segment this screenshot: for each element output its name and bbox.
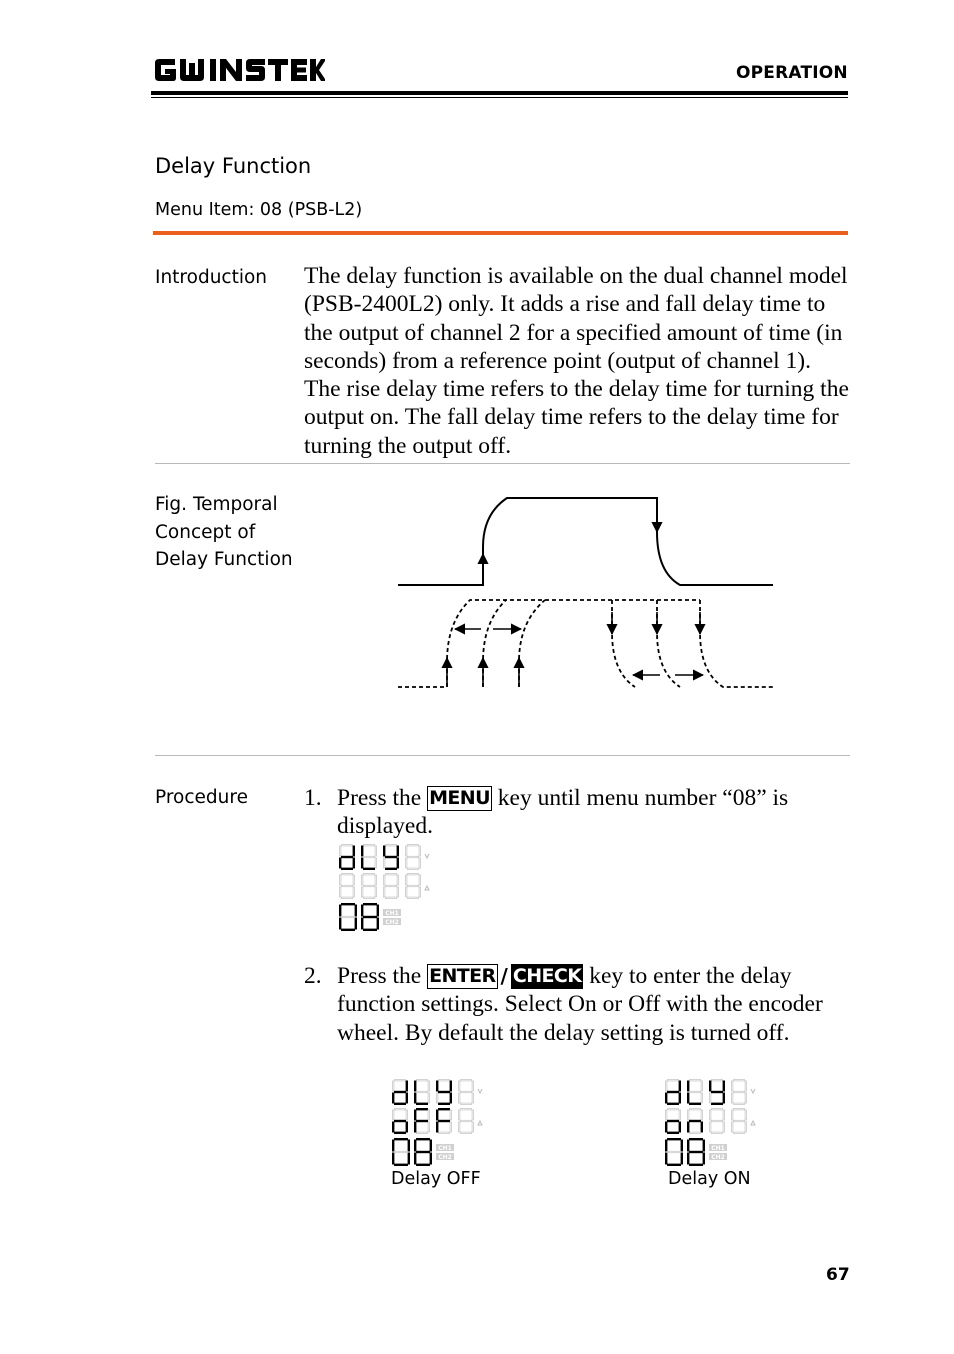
volt-indicator bbox=[425, 854, 429, 858]
lcd-segment-off bbox=[364, 845, 375, 846]
lcd-segment-off bbox=[340, 875, 341, 885]
lcd-segment-on bbox=[681, 1153, 683, 1165]
lcd-segment-on bbox=[436, 1081, 438, 1092]
lcd-segment-on bbox=[665, 1140, 667, 1152]
lcd-segment-on bbox=[689, 1120, 701, 1122]
lcd-segment-off bbox=[472, 1093, 473, 1103]
lcd-segment-off bbox=[745, 1110, 746, 1120]
lcd-segment-on bbox=[397, 858, 399, 869]
lcd-segment-off bbox=[428, 1122, 429, 1132]
lcd-segment-off bbox=[353, 875, 354, 885]
lcd-segment-off bbox=[386, 845, 397, 846]
lcd-segment-on bbox=[436, 1110, 438, 1121]
lcd-segment-on bbox=[687, 1093, 689, 1104]
section-divider bbox=[153, 231, 848, 235]
amp-indicator bbox=[425, 886, 429, 890]
lcd-segment-off bbox=[417, 1080, 428, 1081]
lcd-segment-on bbox=[392, 1153, 394, 1165]
volt-indicator bbox=[478, 1089, 482, 1093]
lcd-segment-on bbox=[667, 1120, 679, 1122]
lcd-segment-on bbox=[353, 858, 355, 869]
lcd-segment-off bbox=[419, 875, 420, 885]
step-text-before: Press the bbox=[337, 785, 422, 811]
lcd-segment-off bbox=[386, 885, 397, 886]
channel2-waveform-early bbox=[398, 600, 700, 687]
divider-line bbox=[155, 755, 850, 756]
lcd-segment-off bbox=[395, 1151, 408, 1152]
lcd-segment-off bbox=[417, 1091, 428, 1092]
lcd-segment-off bbox=[364, 856, 375, 857]
lcd-segment-on bbox=[711, 1103, 723, 1105]
lcd-segment-on bbox=[689, 1138, 703, 1140]
lcd-segment-off bbox=[340, 887, 341, 897]
lcd-segment-off bbox=[364, 897, 375, 898]
lcd-segment-on bbox=[394, 1164, 408, 1166]
lcd-segment-off bbox=[406, 858, 407, 868]
lcd-segment-on bbox=[679, 1081, 681, 1092]
lcd-segment-off bbox=[375, 887, 376, 897]
lcd-segment-off bbox=[472, 1081, 473, 1091]
lcd-segment-off bbox=[710, 1093, 711, 1103]
lcd-segment-on bbox=[353, 846, 355, 857]
lcd-segment-on bbox=[377, 905, 379, 917]
lcd-segment-on bbox=[406, 1093, 408, 1104]
amp-indicator bbox=[751, 1121, 755, 1125]
lcd-segment-on bbox=[436, 1122, 438, 1133]
lcd-segment-off bbox=[408, 845, 419, 846]
lcd-segment-off bbox=[362, 887, 363, 897]
lcd-segment-on bbox=[416, 1108, 428, 1110]
channel-label: CH2 bbox=[438, 1154, 452, 1161]
lcd-segment-on bbox=[363, 903, 377, 905]
lcd-segment-off bbox=[690, 1080, 701, 1081]
lcd-segment-off bbox=[419, 887, 420, 897]
lcd-segment-on bbox=[416, 1120, 428, 1122]
lcd-segment-off bbox=[393, 1110, 394, 1120]
page-number: 67 bbox=[826, 1265, 850, 1285]
lcd-segment-on bbox=[723, 1093, 725, 1104]
lcd-segment-off bbox=[340, 846, 341, 856]
lcd-segment-off bbox=[439, 1080, 450, 1081]
channel2-waveform-ref bbox=[483, 600, 506, 687]
step-text-after: key until menu number “08” is displayed. bbox=[337, 785, 789, 840]
lcd-segment-off bbox=[439, 1132, 450, 1133]
header-rule bbox=[151, 91, 848, 95]
figure-label-line: Concept of bbox=[155, 521, 256, 543]
delay-off-caption: Delay OFF bbox=[391, 1169, 481, 1189]
lcd-segment-on bbox=[341, 903, 355, 905]
lcd-segment-on bbox=[394, 1091, 406, 1093]
lcd-segment-off bbox=[461, 1080, 472, 1081]
lcd-segment-on bbox=[341, 929, 355, 931]
lcd-segment-off bbox=[734, 1103, 745, 1104]
lcd-segment-on bbox=[385, 868, 397, 870]
lcd-segment-on bbox=[377, 918, 379, 930]
lcd-segment-off bbox=[668, 1109, 679, 1110]
introduction-label: Introduction bbox=[155, 267, 268, 288]
lcd-segment-on bbox=[408, 1140, 410, 1152]
lcd-segment-off bbox=[732, 1110, 733, 1120]
section-title: Delay Function bbox=[155, 154, 312, 178]
lcd-segment-off bbox=[734, 1091, 745, 1092]
lcd-segment-off bbox=[461, 1091, 472, 1092]
enter-key: ENTER bbox=[429, 965, 496, 987]
lcd-segment-off bbox=[428, 1093, 429, 1103]
lcd-segment-on bbox=[665, 1093, 667, 1104]
step-number: 1. bbox=[304, 785, 322, 811]
lcd-segment-off bbox=[375, 858, 376, 868]
lcd-segment-on bbox=[679, 1093, 681, 1104]
lcd-segment-off bbox=[688, 1110, 689, 1120]
lcd-segment-on bbox=[385, 856, 397, 858]
channel2-fall-early bbox=[612, 600, 635, 687]
lcd-display-delay-off bbox=[390, 1077, 490, 1169]
lcd-segment-off bbox=[408, 874, 419, 875]
lcd-segment-on bbox=[414, 1093, 416, 1104]
lcd-segment-on bbox=[703, 1153, 705, 1165]
lcd-segment-on bbox=[689, 1103, 701, 1105]
check-key: CHECK bbox=[512, 965, 582, 987]
lcd-segment-off bbox=[342, 897, 353, 898]
lcd-segment-on bbox=[394, 1103, 406, 1105]
lcd-segment-off bbox=[666, 1110, 667, 1120]
lcd-segment-on bbox=[703, 1140, 705, 1152]
lcd-segment-off bbox=[723, 1122, 724, 1132]
lcd-segment-on bbox=[450, 1093, 452, 1104]
amp-indicator bbox=[478, 1121, 482, 1125]
lcd-segment-off bbox=[745, 1122, 746, 1132]
lcd-segment-off bbox=[666, 1081, 667, 1091]
lcd-segment-on bbox=[355, 905, 357, 917]
lcd-segment-off bbox=[459, 1110, 460, 1120]
lcd-segment-off bbox=[745, 1093, 746, 1103]
lcd-segment-off bbox=[712, 1109, 723, 1110]
lcd-segment-on bbox=[667, 1138, 681, 1140]
step-1-text bbox=[337, 784, 847, 841]
lcd-segment-on bbox=[450, 1081, 452, 1092]
lcd-segment-on bbox=[687, 1122, 689, 1133]
gw-instek-logo bbox=[153, 55, 325, 85]
lcd-segment-off bbox=[701, 1110, 702, 1120]
lcd-segment-on bbox=[687, 1140, 689, 1152]
lcd-segment-on bbox=[341, 856, 353, 858]
lcd-segment-on bbox=[438, 1103, 450, 1105]
lcd-segment-on bbox=[687, 1153, 689, 1165]
lcd-segment-off bbox=[375, 875, 376, 885]
lcd-segment-off bbox=[472, 1122, 473, 1132]
channel1-waveform bbox=[398, 498, 773, 585]
lcd-segment-off bbox=[690, 1132, 701, 1133]
lcd-segment-on bbox=[414, 1153, 416, 1165]
channel2-fall-ref bbox=[657, 600, 680, 687]
lcd-segment-off bbox=[450, 1110, 451, 1120]
lcd-segment-off bbox=[406, 846, 407, 856]
lcd-segment-off bbox=[428, 1081, 429, 1091]
lcd-segment-on bbox=[394, 1132, 406, 1134]
lcd-segment-on bbox=[406, 1122, 408, 1133]
procedure-label: Procedure bbox=[155, 787, 248, 808]
lcd-segment-off bbox=[419, 858, 420, 868]
lcd-segment-on bbox=[438, 1091, 450, 1093]
lcd-segment-off bbox=[408, 885, 419, 886]
step-text-before: Press the bbox=[337, 963, 422, 989]
lcd-segment-off bbox=[406, 1110, 407, 1120]
lcd-segment-on bbox=[339, 918, 341, 930]
divider-line bbox=[155, 463, 850, 464]
lcd-segment-off bbox=[408, 897, 419, 898]
lcd-segment-on bbox=[339, 858, 341, 869]
lcd-segment-on bbox=[394, 1120, 406, 1122]
lcd-segment-on bbox=[341, 868, 353, 870]
lcd-segment-off bbox=[384, 875, 385, 885]
lcd-segment-off bbox=[668, 1080, 679, 1081]
lcd-segment-on bbox=[430, 1140, 432, 1152]
lcd-segment-off bbox=[437, 1093, 438, 1103]
lcd-segment-on bbox=[414, 1081, 416, 1092]
lcd-segment-off bbox=[712, 1120, 723, 1121]
lcd-segment-off bbox=[732, 1093, 733, 1103]
volt-indicator bbox=[751, 1089, 755, 1093]
step-number: 2. bbox=[304, 963, 322, 989]
step-2-text bbox=[337, 962, 847, 1047]
lcd-segment-off bbox=[461, 1132, 472, 1133]
lcd-segment-on bbox=[711, 1091, 723, 1093]
lcd-segment-on bbox=[392, 1093, 394, 1104]
lcd-segment-off bbox=[395, 1080, 406, 1081]
lcd-segment-off bbox=[461, 1103, 472, 1104]
menu-item-subtitle: Menu Item: 08 (PSB-L2) bbox=[155, 200, 363, 220]
lcd-segment-on bbox=[689, 1151, 703, 1153]
lcd-segment-off bbox=[353, 887, 354, 897]
lcd-segment-on bbox=[665, 1122, 667, 1133]
lcd-segment-on bbox=[414, 1122, 416, 1133]
lcd-segment-off bbox=[459, 1093, 460, 1103]
lcd-segment-off bbox=[395, 1109, 406, 1110]
lcd-segment-off bbox=[386, 874, 397, 875]
channel-label: CH2 bbox=[711, 1154, 725, 1161]
lcd-segment-off bbox=[342, 885, 353, 886]
lcd-segment-off bbox=[393, 1081, 394, 1091]
lcd-segment-off bbox=[375, 846, 376, 856]
lcd-segment-on bbox=[363, 929, 377, 931]
lcd-segment-off bbox=[459, 1081, 460, 1091]
delay-on-caption: Delay ON bbox=[668, 1169, 751, 1189]
lcd-segment-off bbox=[419, 846, 420, 856]
lcd-segment-on bbox=[667, 1132, 679, 1134]
lcd-segment-off bbox=[734, 1120, 745, 1121]
lcd-segment-off bbox=[406, 875, 407, 885]
channel-label: CH1 bbox=[438, 1145, 452, 1152]
lcd-segment-off bbox=[710, 1122, 711, 1132]
lcd-segment-off bbox=[668, 1151, 681, 1152]
lcd-display-menu bbox=[337, 842, 437, 934]
lcd-segment-on bbox=[665, 1153, 667, 1165]
lcd-segment-on bbox=[361, 905, 363, 917]
lcd-segment-off bbox=[408, 868, 419, 869]
lcd-segment-off bbox=[734, 1080, 745, 1081]
lcd-segment-on bbox=[361, 846, 363, 857]
lcd-segment-on bbox=[363, 916, 377, 918]
lcd-segment-off bbox=[461, 1120, 472, 1121]
channel2-waveform-late bbox=[519, 600, 545, 687]
step-text-after: key to enter the delay function settings. Select On or Off with the encoder wheel. By default the delay setting is turned off. bbox=[337, 963, 823, 1046]
lcd-segment-off bbox=[384, 858, 385, 868]
lcd-segment-off bbox=[342, 845, 353, 846]
lcd-segment-off bbox=[710, 1110, 711, 1120]
figure-label-line: Delay Function bbox=[155, 549, 293, 570]
lcd-segment-on bbox=[701, 1122, 703, 1133]
lcd-segment-on bbox=[416, 1138, 430, 1140]
lcd-segment-on bbox=[408, 1153, 410, 1165]
lcd-segment-off bbox=[712, 1132, 723, 1133]
lcd-segment-on bbox=[667, 1103, 679, 1105]
lcd-segment-on bbox=[339, 905, 341, 917]
channel-label: CH1 bbox=[385, 910, 399, 917]
lcd-segment-off bbox=[734, 1109, 745, 1110]
lcd-segment-on bbox=[416, 1103, 428, 1105]
lcd-segment-off bbox=[723, 1110, 724, 1120]
lcd-segment-on bbox=[687, 1081, 689, 1092]
lcd-segment-on bbox=[667, 1164, 681, 1166]
channel2-fall-late bbox=[700, 600, 773, 687]
lcd-segment-off bbox=[701, 1093, 702, 1103]
channel-label: CH1 bbox=[711, 1145, 725, 1152]
lcd-display-delay-on bbox=[663, 1077, 763, 1169]
lcd-segment-on bbox=[361, 858, 363, 869]
lcd-segment-off bbox=[461, 1109, 472, 1110]
lcd-segment-off bbox=[701, 1081, 702, 1091]
lcd-segment-on bbox=[416, 1151, 430, 1153]
introduction-text: The delay function is available on the dual channel model (PSB-2400L2) only. It adds a rise and fall delay time to the output of channel 2 for a specified amount of time (in seconds) from a reference point (output of channel 1). The rise delay time refers to the delay time for turning the output on. The fall delay time refers to the delay time for turning the output off. bbox=[304, 263, 849, 459]
header-section-title: OPERATION bbox=[736, 63, 848, 83]
lcd-segment-on bbox=[681, 1140, 683, 1152]
lcd-segment-off bbox=[342, 916, 355, 917]
lcd-segment-off bbox=[732, 1081, 733, 1091]
lcd-segment-on bbox=[414, 1110, 416, 1121]
lcd-segment-on bbox=[438, 1108, 450, 1110]
lcd-segment-off bbox=[406, 887, 407, 897]
lcd-segment-on bbox=[438, 1120, 450, 1122]
lcd-segment-off bbox=[364, 885, 375, 886]
lcd-segment-on bbox=[397, 846, 399, 857]
lcd-segment-on bbox=[392, 1122, 394, 1133]
lcd-segment-on bbox=[709, 1081, 711, 1092]
lcd-segment-on bbox=[414, 1140, 416, 1152]
lcd-segment-off bbox=[459, 1122, 460, 1132]
lcd-segment-off bbox=[397, 875, 398, 885]
lcd-segment-off bbox=[342, 874, 353, 875]
lcd-segment-on bbox=[361, 918, 363, 930]
delay-timing-diagram bbox=[395, 492, 775, 692]
lcd-segment-off bbox=[745, 1081, 746, 1091]
key-separator: / bbox=[500, 964, 508, 988]
lcd-segment-off bbox=[732, 1122, 733, 1132]
lcd-segment-on bbox=[689, 1164, 703, 1166]
lcd-segment-off bbox=[384, 887, 385, 897]
lcd-segment-on bbox=[406, 1081, 408, 1092]
lcd-segment-on bbox=[430, 1153, 432, 1165]
lcd-segment-on bbox=[394, 1138, 408, 1140]
figure-label-line: Fig. Temporal bbox=[155, 494, 278, 515]
lcd-segment-off bbox=[712, 1080, 723, 1081]
lcd-segment-on bbox=[363, 868, 375, 870]
lcd-segment-off bbox=[472, 1110, 473, 1120]
channel-label: CH2 bbox=[385, 919, 399, 926]
lcd-segment-on bbox=[392, 1140, 394, 1152]
menu-key: MENU bbox=[429, 787, 490, 809]
lcd-segment-off bbox=[690, 1091, 701, 1092]
lcd-segment-off bbox=[362, 875, 363, 885]
lcd-segment-off bbox=[386, 897, 397, 898]
lcd-segment-off bbox=[679, 1110, 680, 1120]
lcd-segment-on bbox=[416, 1164, 430, 1166]
lcd-segment-off bbox=[428, 1110, 429, 1120]
lcd-segment-off bbox=[408, 856, 419, 857]
lcd-segment-off bbox=[734, 1132, 745, 1133]
lcd-segment-off bbox=[450, 1122, 451, 1132]
lcd-segment-on bbox=[667, 1091, 679, 1093]
lcd-segment-off bbox=[417, 1132, 428, 1133]
lcd-segment-off bbox=[364, 874, 375, 875]
lcd-segment-on bbox=[383, 846, 385, 857]
lcd-segment-on bbox=[679, 1122, 681, 1133]
lcd-segment-on bbox=[355, 918, 357, 930]
header-rule-thin bbox=[151, 97, 848, 98]
lcd-segment-off bbox=[690, 1109, 701, 1110]
lcd-segment-off bbox=[397, 887, 398, 897]
figure-label bbox=[155, 491, 293, 574]
lcd-segment-on bbox=[723, 1081, 725, 1092]
